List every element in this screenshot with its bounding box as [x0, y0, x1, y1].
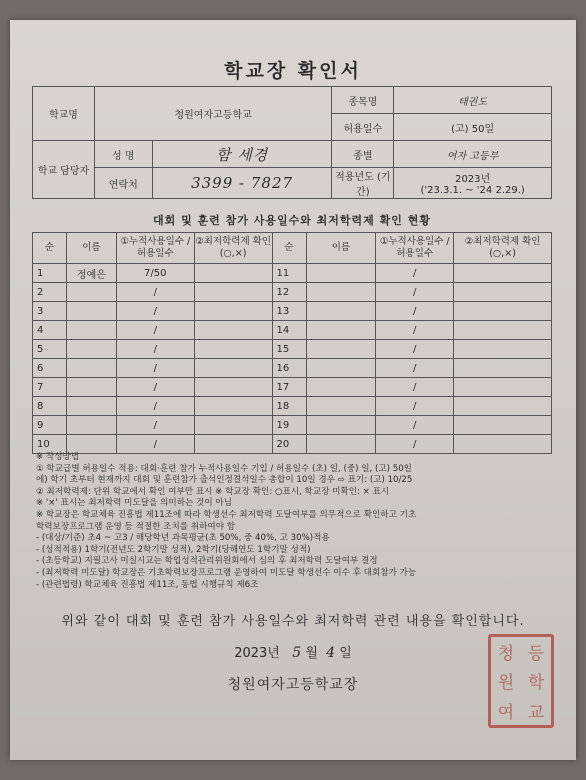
cell-days: / [376, 264, 454, 283]
cell-check [194, 435, 272, 454]
cell-days: / [116, 397, 194, 416]
cell-name [66, 397, 116, 416]
seal-glyph: 등 [527, 644, 545, 665]
cell-name [306, 378, 376, 397]
cell-days: / [376, 359, 454, 378]
year-value: 2023년 [455, 174, 491, 185]
cell-days: / [376, 340, 454, 359]
cell-days: / [116, 435, 194, 454]
records-table [32, 232, 552, 454]
name-label: 성 명 [94, 141, 152, 168]
cell-no: 1 [33, 264, 67, 283]
instruction-line: ① 학교급별 허용일수 적용: 대회·훈련 참가 누적사용일수 기입 / 허용일수 (초) 일, (중) 일, (고) 50일 [36, 463, 412, 474]
seal-glyph: 청 [497, 644, 515, 665]
cell-no: 11 [272, 264, 306, 283]
records-section-title: 대회 및 훈련 참가 사용일수와 최저학력제 확인 현황 [153, 214, 431, 227]
cell-name [306, 264, 376, 283]
cell-check [454, 416, 552, 435]
table-row [33, 359, 552, 378]
cell-name [306, 359, 376, 378]
instruction-line: - (대상/기준) 초4 ~ 고3 / 해당학년 과목평균(초 50%, 중 40%, 고 30%)적용 [36, 533, 330, 544]
date-year: 2023년 [234, 646, 280, 661]
confirmation-statement: 위와 같이 대회 및 훈련 참가 사용일수와 최저학력 관련 내용을 확인합니다. [61, 614, 525, 629]
col-check: ②최저학력제 확인(○,×) [194, 233, 272, 264]
instruction-line: - (초등학교) 지필고사 미실시교는 학업성적관리위원회에서 심의 후 최저학력 도달여부 결정 [36, 556, 378, 567]
cell-name [66, 378, 116, 397]
col-name: 이름 [306, 233, 376, 264]
date-day-unit: 일 [339, 646, 352, 661]
year-period: ('23.3.1. ~ '24 2.29.) [420, 185, 525, 196]
cell-no: 6 [33, 359, 67, 378]
year-value-cell [394, 168, 552, 199]
sport-label: 종목명 [332, 87, 394, 114]
col-no: 순 [33, 233, 67, 264]
cell-no: 7 [33, 378, 67, 397]
cell-check [454, 435, 552, 454]
cell-no: 4 [33, 321, 67, 340]
instruction-line: - (최저학력 미도달) 학교장은 기초학력보장프로그램 운영하여 미도달 학생선수 이수 후 대회참가 가능 [36, 567, 417, 578]
school-name: 청원여자고등학교 [94, 87, 332, 141]
cell-no: 15 [272, 340, 306, 359]
cell-name [66, 359, 116, 378]
cell-no: 2 [33, 283, 67, 302]
signer-name: 청원여자고등학교장 [227, 677, 359, 693]
cell-name [306, 397, 376, 416]
col-check: ②최저학력제 확인(○,×) [454, 233, 552, 264]
cell-days: / [376, 416, 454, 435]
cell-no: 13 [272, 302, 306, 321]
cell-check [454, 264, 552, 283]
seal-glyph: 원 [497, 673, 515, 694]
cell-days: / [116, 302, 194, 321]
cell-name [306, 302, 376, 321]
cell-check [194, 359, 272, 378]
year-label: 적용년도 (기간) [332, 168, 394, 199]
phone-label: 연락처 [94, 168, 152, 199]
cell-check [454, 340, 552, 359]
document-page [10, 20, 576, 760]
cell-check [194, 283, 272, 302]
cell-name [66, 340, 116, 359]
cell-name [66, 435, 116, 454]
cell-days: / [376, 397, 454, 416]
date-month: 5 [292, 645, 302, 661]
instruction-line: ※ 학교장은 학교체육 진흥법 제11조에 따라 학생선수 최저학력 도달여부를 의무적으로 확인하고 기초 [36, 509, 417, 520]
cell-check [194, 378, 272, 397]
cell-check [454, 321, 552, 340]
table-row [33, 378, 552, 397]
cell-check [454, 283, 552, 302]
col-no: 순 [272, 233, 306, 264]
cell-name [306, 435, 376, 454]
instruction-line: ② 최저학력제: 단위 학교에서 확인 여부만 표시 ※ 학교장 확인: ○표시, 학교장 미확인: × 표시 [36, 486, 390, 497]
cell-name [66, 302, 116, 321]
name-value: 함 세경 [152, 141, 332, 168]
col-days: ①누적사용일수 /허용일수 [376, 233, 454, 264]
cell-no: 17 [272, 378, 306, 397]
instruction-line: - (관련법령) 학교체육 진흥법 제11조, 동법 시행규칙 제6조 [36, 579, 259, 590]
instruction-line: 에) 학기 초부터 현재까지 대회 및 훈련참가 출석인정결석일수 총합이 10일 경우 ⇨ 표기: (고) 10/25 [36, 475, 413, 486]
cell-days: / [376, 378, 454, 397]
cell-days: 7/50 [116, 264, 194, 283]
category-value: 여자 고등부 [394, 141, 552, 168]
cell-no: 16 [272, 359, 306, 378]
instructions [36, 452, 556, 591]
cell-check [454, 397, 552, 416]
phone-value: 3399 - 7827 [152, 168, 332, 199]
official-seal [488, 634, 554, 728]
cell-days: / [376, 302, 454, 321]
cell-no: 10 [33, 435, 67, 454]
cell-no: 18 [272, 397, 306, 416]
allowed-days-value: (고) 50일 [394, 114, 552, 141]
contact-label: 학교 담당자 [33, 141, 95, 199]
cell-days: / [116, 283, 194, 302]
instruction-line: ※ '×' 표시는 최저학력 미도달을 의미하는 것이 아님 [36, 498, 232, 509]
cell-check [194, 302, 272, 321]
date-month-unit: 월 [305, 646, 318, 661]
cell-check [454, 378, 552, 397]
seal-glyph: 학 [527, 673, 545, 694]
cell-name: 정예은 [66, 264, 116, 283]
category-label: 종별 [332, 141, 394, 168]
sport-value: 태권도 [394, 87, 552, 114]
cell-name [66, 321, 116, 340]
cell-name [306, 283, 376, 302]
col-name: 이름 [66, 233, 116, 264]
cell-no: 5 [33, 340, 67, 359]
cell-no: 9 [33, 416, 67, 435]
table-row [33, 283, 552, 302]
cell-days: / [376, 283, 454, 302]
table-row [33, 302, 552, 321]
cell-check [194, 416, 272, 435]
cell-no: 8 [33, 397, 67, 416]
cell-no: 12 [272, 283, 306, 302]
table-row [33, 321, 552, 340]
allowed-days-label: 허용일수 [332, 114, 394, 141]
instruction-line: - (성적적용) 1학기(전년도 2학기말 성적), 2학기(당해연도 1학기말 성적) [36, 544, 311, 555]
cell-no: 3 [33, 302, 67, 321]
cell-name [306, 416, 376, 435]
cell-name [306, 321, 376, 340]
cell-check [454, 302, 552, 321]
instructions-heading: ※ 작성방법 [36, 452, 80, 462]
seal-glyph: 교 [527, 702, 545, 723]
cell-no: 19 [272, 416, 306, 435]
cell-days: / [116, 340, 194, 359]
cell-no: 14 [272, 321, 306, 340]
date-day: 4 [326, 645, 336, 661]
cell-days: / [376, 321, 454, 340]
cell-name [66, 416, 116, 435]
cell-days: / [116, 416, 194, 435]
cell-check [194, 397, 272, 416]
cell-name [306, 340, 376, 359]
cell-days: / [116, 321, 194, 340]
table-row [33, 340, 552, 359]
document-title: 학교장 확인서 [224, 60, 362, 82]
col-days: ①누적사용일수 /허용일수 [116, 233, 194, 264]
table-row [33, 264, 552, 283]
table-row [33, 435, 552, 454]
school-info-table [32, 86, 552, 199]
cell-check [194, 321, 272, 340]
school-label: 학교명 [33, 87, 95, 141]
cell-days: / [116, 378, 194, 397]
cell-days: / [116, 359, 194, 378]
cell-days: / [376, 435, 454, 454]
table-row [33, 397, 552, 416]
table-row [33, 416, 552, 435]
cell-check [194, 340, 272, 359]
instruction-line: 학력보장프로그램 운영 등 적절한 조치를 취하여야 함 [36, 521, 236, 532]
seal-glyph: 여 [497, 702, 515, 723]
cell-check [454, 359, 552, 378]
cell-check [194, 264, 272, 283]
cell-name [66, 283, 116, 302]
cell-no: 20 [272, 435, 306, 454]
